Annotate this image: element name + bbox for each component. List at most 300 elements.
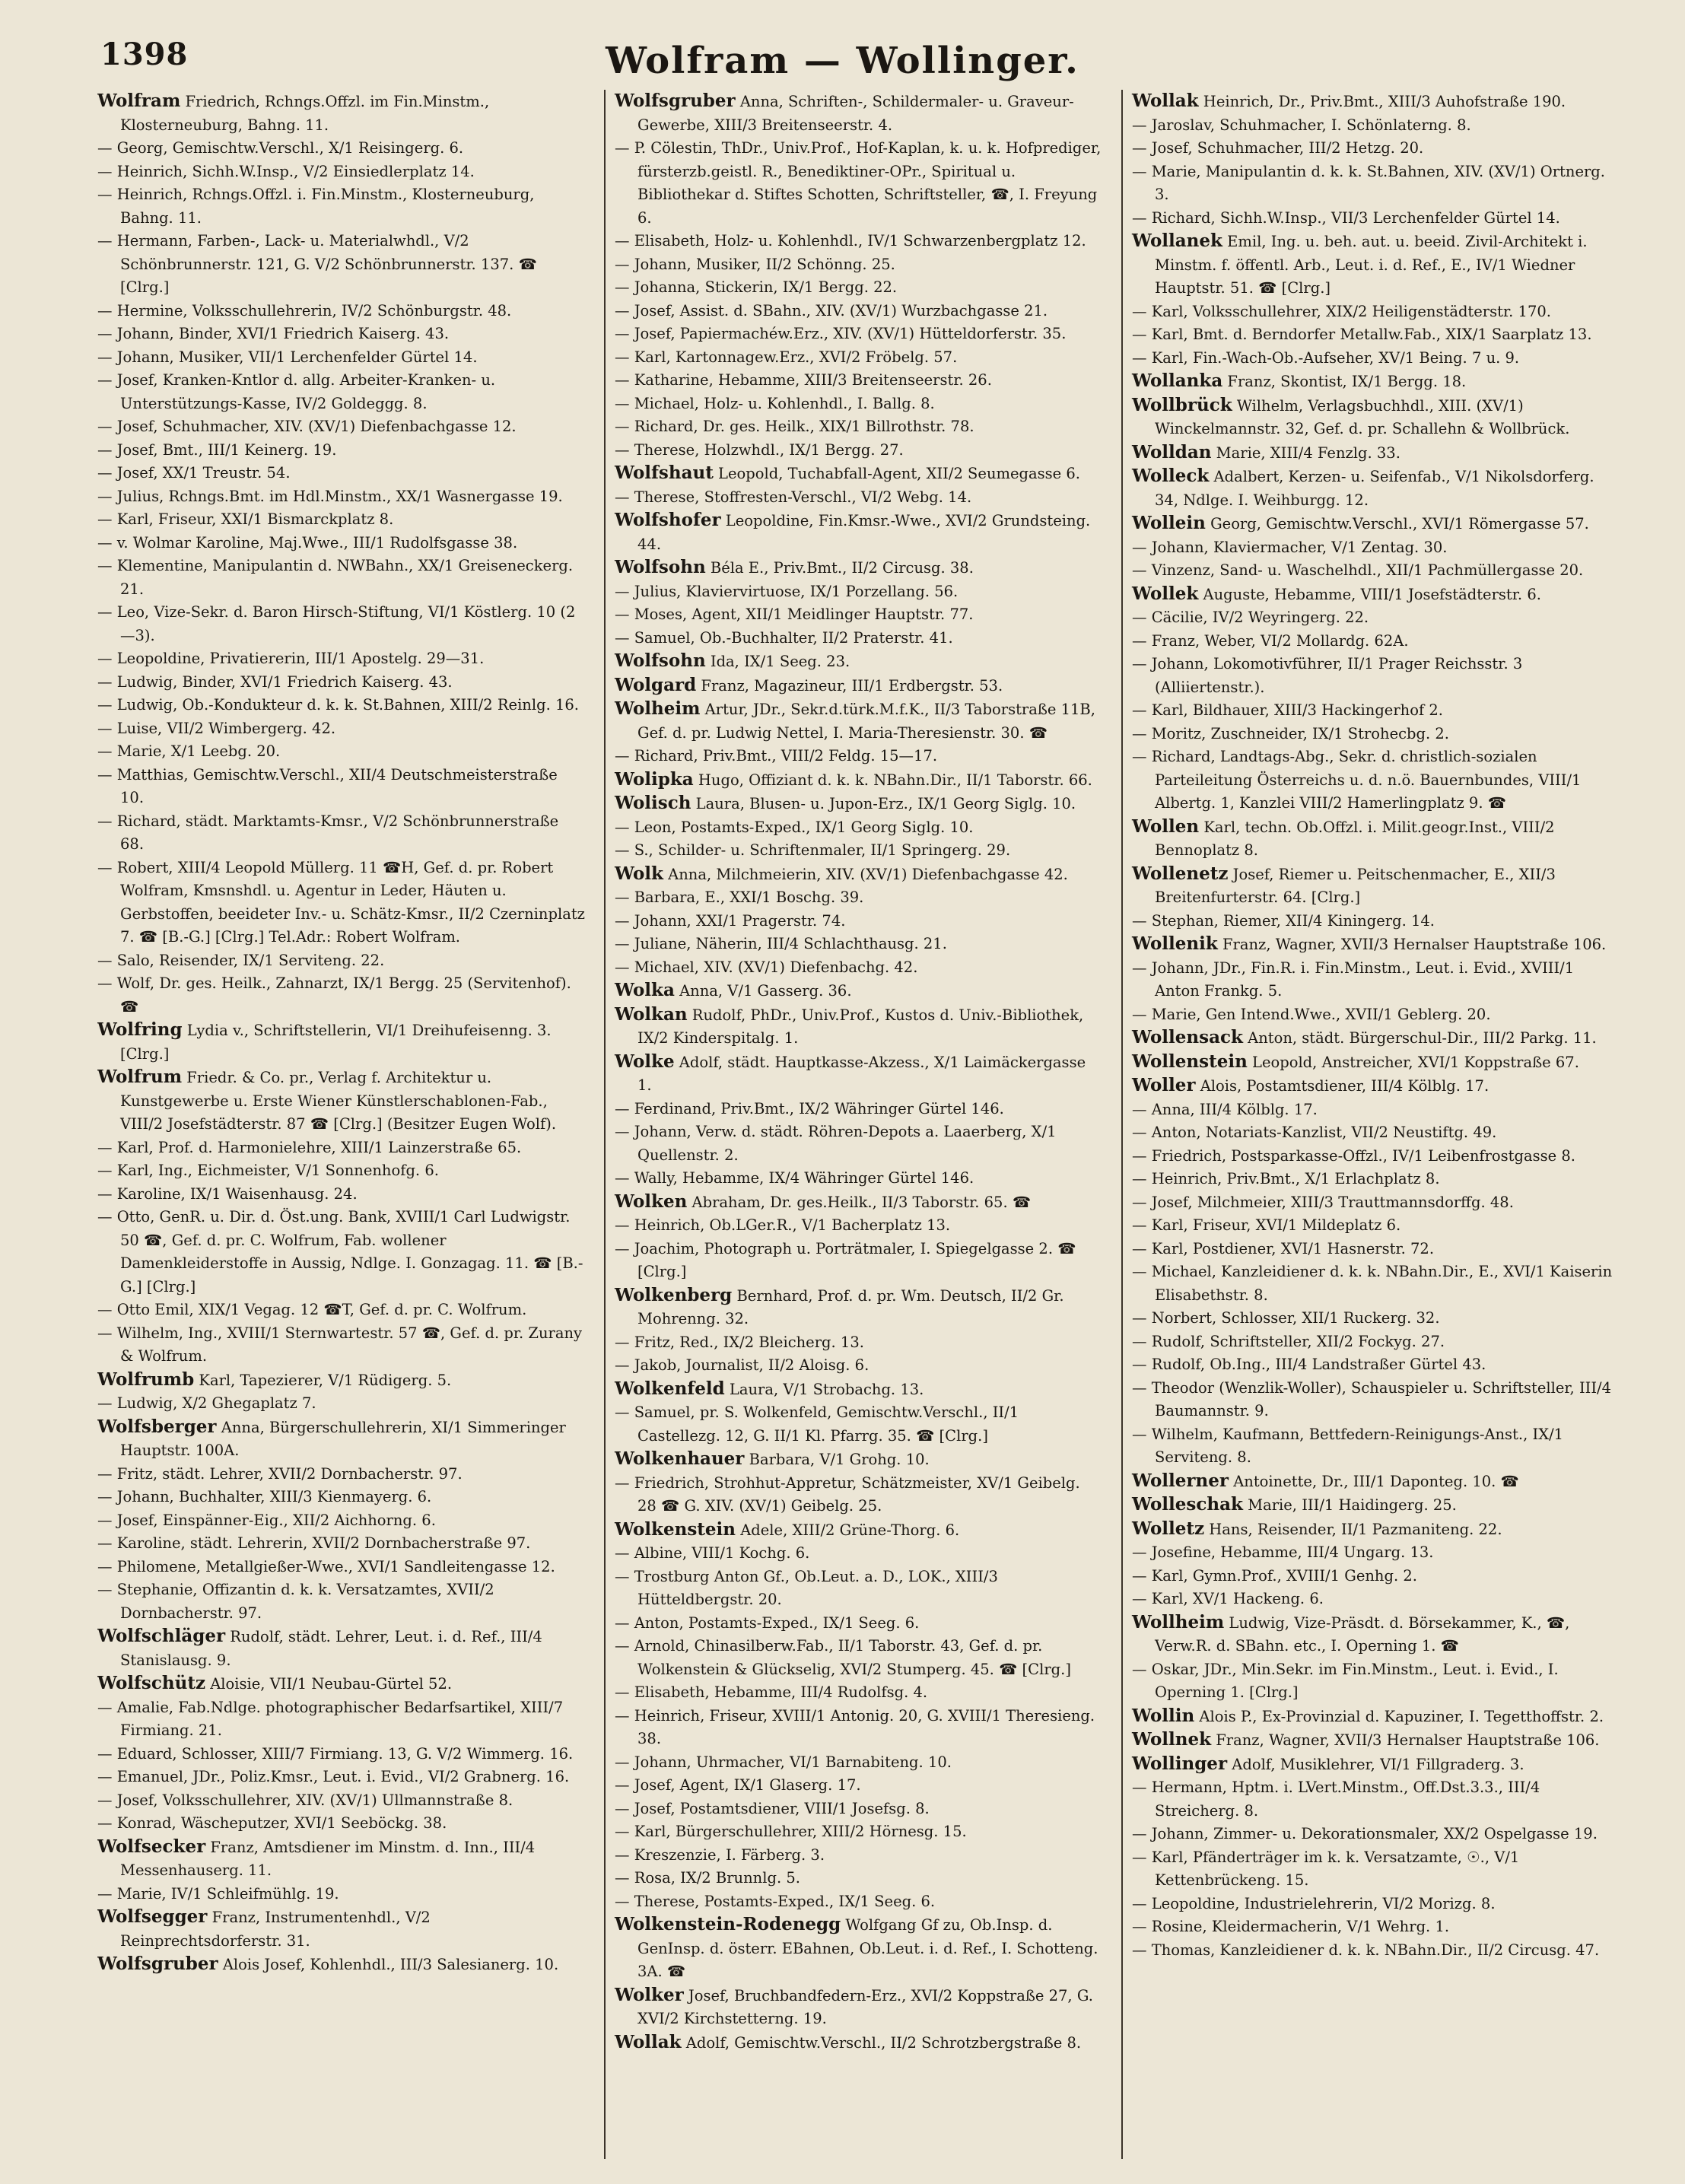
entry-surname: Wolkenfeld [615, 1378, 725, 1399]
directory-entry [615, 1612, 1103, 1636]
entry-surname: Wollinger [1132, 1753, 1228, 1774]
entry-text: — Rosa, IX/2 Brunnlg. 5. [615, 1869, 800, 1887]
directory-entry [1132, 1074, 1620, 1098]
entry-text: — Karoline, IX/1 Waisenhausg. 24. [97, 1184, 358, 1203]
entry-text: — Johann, Zimmer- u. Dekorationsmaler, XX/2 Ospelgasse 19. [1132, 1825, 1598, 1842]
directory-entry [615, 768, 1103, 793]
entry-text: — Anton, Postamts-Exped., IX/1 Seeg. 6. [615, 1613, 920, 1632]
directory-entry [615, 346, 1103, 370]
entry-text: — Karl, Bürgerschullehrer, XIII/2 Hörnesg. 15. [615, 1823, 967, 1840]
entry-surname: Wolipka [615, 768, 694, 790]
entry-text: — Johanna, Stickerin, IX/1 Bergg. 22. [615, 278, 898, 296]
directory-entry [97, 230, 586, 300]
entry-text: — Michael, XIV. (XV/1) Diefenbachg. 42. [615, 958, 918, 976]
entry-text: — Josefine, Hebamme, III/4 Ungarg. 13. [1132, 1543, 1434, 1561]
entry-text: — Arnold, Chinasilberw.Fab., II/1 Taborstr. 43, Gef. d. pr. Wolkenstein & Glückselig, XVI/2 Stumperg. 45. ☎ [Clrg.] [615, 1637, 1071, 1678]
entry-text: Lydia v., Schriftstellerin, VI/1 Dreihufeisenng. 3. [Clrg.] [120, 1022, 552, 1063]
directory-entry [97, 137, 586, 161]
entry-surname: Wollanka [1132, 370, 1223, 391]
directory-entry [97, 857, 586, 949]
directory-entry [97, 949, 586, 973]
entry-text: Karl, Tapezierer, V/1 Rüdigerg. 5. [194, 1371, 452, 1389]
entry-text: — Vinzenz, Sand- u. Waschelhdl., XII/1 Pachmüllergasse 20. [1132, 561, 1584, 579]
entry-text: — P. Cölestin, ThDr., Univ.Prof., Hof-Kaplan, k. u. k. Hofprediger, fürsterzb.geistl. R., Benediktiner-OPr., Spiritual u. Bibliothekar d. Stiftes Schotten, Schriftsteller, ☎, I. Freyung 6. [615, 139, 1102, 227]
entry-surname: Wolkenstein-Rodenegg [615, 1914, 841, 1934]
entry-surname: Wollen [1132, 815, 1200, 837]
entry-surname: Wolldan [1132, 441, 1212, 463]
entry-text: — Josef, Assist. d. SBahn., XIV. (XV/1) Wurzbachgasse 21. [615, 301, 1048, 319]
entry-text: — Hermann, Hptm. i. LVert.Minstm., Off.Dst.3.3., III/4 Streicherg. 8. [1132, 1779, 1540, 1820]
entry-text: Franz, Magazineur, III/1 Erdbergstr. 53. [696, 676, 1003, 695]
directory-entry [1132, 1541, 1620, 1565]
entry-surname: Wolkenberg [615, 1284, 733, 1305]
directory-entry [1132, 465, 1620, 512]
directory-entry [615, 2031, 1103, 2055]
entry-text: Barbara, V/1 Grohg. 10. [744, 1451, 930, 1468]
directory-entry [97, 1672, 586, 1696]
entry-text: — Albine, VIII/1 Kochg. 6. [615, 1544, 810, 1562]
entry-surname: Wolfshaut [615, 463, 714, 483]
entry-text: Artur, JDr., Sekr.d.türk.M.f.K., II/3 Taborstraße 11B, Gef. d. pr. Ludwig Nettel, I. Maria-Theresienstr. 30. ☎ [637, 701, 1095, 742]
entry-surname: Wollak [615, 2031, 682, 2052]
entry-surname: Wolken [615, 1191, 688, 1212]
directory-entry [615, 1774, 1103, 1798]
directory-entry [1132, 137, 1620, 161]
entry-text: — Leo, Vize-Sekr. d. Baron Hirsch-Stiftung, VI/1 Köstlerg. 10 (2—3). [97, 603, 576, 644]
entry-text: Franz, Amtsdiener im Minstm. d. Inn., III/4 Messenhauserg. 11. [120, 1838, 536, 1879]
directory-entry [615, 1890, 1103, 1914]
entry-text: Hans, Reisender, II/1 Pazmaniteng. 22. [1204, 1520, 1502, 1538]
entry-text: — Johann, XXI/1 Pragerstr. 74. [615, 911, 846, 930]
entry-text: — Josef, Postamtsdiener, VIII/1 Josefsg. 8. [615, 1799, 930, 1817]
directory-entry [615, 1798, 1103, 1821]
entry-text: — Karl, Postdiener, XVI/1 Hasnerstr. 72. [1132, 1239, 1435, 1257]
entry-text: — Johann, JDr., Fin.R. i. Fin.Minstm., Leut. i. Evid., XVIII/1 Anton Frankg. 5. [1132, 958, 1575, 1000]
entry-text: Marie, III/1 Haidingerg. 25. [1242, 1496, 1457, 1514]
directory-entry [1132, 583, 1620, 607]
entry-text: — Fritz, Red., IX/2 Bleicherg. 13. [615, 1333, 864, 1351]
entry-text: Heinrich, Dr., Priv.Bmt., XIII/3 Auhofstraße 190. [1198, 93, 1566, 110]
directory-entry [97, 462, 586, 485]
directory-entry [615, 1913, 1103, 1984]
directory-entry [97, 1743, 586, 1766]
entry-text: — Norbert, Schlosser, XII/1 Ruckerg. 32. [1132, 1309, 1440, 1327]
directory-entry [97, 1486, 586, 1509]
entry-text: — Therese, Postamts-Exped., IX/1 Seeg. 6. [615, 1892, 936, 1910]
directory-entry [97, 1812, 586, 1836]
entry-text: — Moses, Agent, XII/1 Meidlinger Hauptstr. 77. [615, 606, 974, 623]
directory-entry [97, 1369, 586, 1393]
entry-text: — Karl, Gymn.Prof., XVIII/1 Genhg. 2. [1132, 1566, 1417, 1585]
entry-surname: Wolletz [1132, 1518, 1205, 1539]
entry-text: — Heinrich, Ob.LGer.R., V/1 Bacherplatz 13. [615, 1216, 951, 1234]
entry-surname: Wolkenstein [615, 1518, 736, 1540]
directory-entry [1132, 1493, 1620, 1518]
directory-entry [615, 439, 1103, 463]
entry-surname: Wollein [1132, 513, 1206, 533]
directory-entry [615, 1820, 1103, 1844]
directory-entry [1132, 1353, 1620, 1377]
entry-text: Ludwig, Vize-Präsdt. d. Börsekammer, K., ☎, Verw.R. d. SBahn. etc., I. Operning 1. ☎ [1155, 1613, 1570, 1655]
entry-text: Franz, Skontist, IX/1 Bergg. 18. [1222, 373, 1467, 390]
directory-entry [97, 300, 586, 323]
entry-text: — Johann, Klaviermacher, V/1 Zentag. 30. [1132, 538, 1448, 556]
entry-surname: Wolfshofer [615, 510, 721, 530]
directory-entry [615, 1844, 1103, 1868]
entry-text: Karl, techn. Ob.Offzl. i. Milit.geogr.Inst., VIII/2 Bennoplatz 8. [1155, 818, 1555, 859]
entry-text: — Cäcilie, IV/2 Weyringerg. 22. [1132, 609, 1369, 626]
entry-text: — Otto Emil, XIX/1 Vegag. 12 ☎T, Gef. d. pr. C. Wolfrum. [97, 1301, 527, 1318]
entry-text: — Thomas, Kanzleidiener d. k. k. NBahn.Dir., II/2 Circusg. 47. [1132, 1941, 1600, 1959]
entry-text: — Rosine, Kleidermacherin, V/1 Wehrg. 1. [1132, 1918, 1450, 1935]
directory-entry [615, 1681, 1103, 1705]
entry-surname: Wollin [1132, 1705, 1195, 1726]
column-3 [1121, 90, 1620, 2159]
entry-text: Aloisie, VII/1 Neubau-Gürtel 52. [205, 1675, 453, 1693]
directory-entry [97, 1953, 586, 1977]
entry-surname: Wolka [615, 980, 675, 1000]
directory-entry [97, 810, 586, 857]
directory-entry [1132, 1377, 1620, 1423]
entry-text: — Amalie, Fab.Ndlge. photographischer Bedarfsartikel, XIII/7 Firmiang. 21. [97, 1698, 564, 1739]
entry-surname: Wolleschak [1132, 1494, 1243, 1515]
entry-surname: Wolfsegger [97, 1906, 208, 1927]
entry-text: — Julius, Klaviervirtuose, IX/1 Porzellang. 56. [615, 582, 959, 600]
entry-text: Franz, Wagner, XVII/3 Hernalser Hauptstraße 106. [1211, 1731, 1600, 1749]
directory-entry [97, 601, 586, 647]
directory-entry [97, 1183, 586, 1206]
entry-text: Anton, städt. Bürgerschul-Dir., III/2 Parkg. 11. [1242, 1029, 1597, 1047]
entry-text: — Trostburg Anton Gf., Ob.Leut. a. D., LOK., XIII/3 Hütteldbergstr. 20. [615, 1567, 998, 1608]
directory-entry [615, 674, 1103, 698]
entry-text: — Johann, Buchhalter, XIII/3 Kienmayerg. 6. [97, 1488, 432, 1505]
directory-entry [615, 137, 1103, 230]
entry-text: — Marie, IV/1 Schleifmühlg. 19. [97, 1884, 339, 1903]
directory-entry [1132, 536, 1620, 560]
directory-entry [97, 717, 586, 741]
column-1 [97, 90, 586, 2159]
directory-entry [615, 839, 1103, 863]
directory-entry [615, 1191, 1103, 1215]
entry-text: — Karl, Friseur, XVI/1 Mildeplatz 6. [1132, 1216, 1401, 1234]
entry-text: — Matthias, Gemischtw.Verschl., XII/4 Deutschmeisterstraße 10. [97, 765, 558, 806]
entry-surname: Wollek [1132, 583, 1199, 604]
directory-entry [97, 647, 586, 671]
directory-entry [97, 1696, 586, 1743]
directory-entry [1132, 161, 1620, 207]
entry-text: — Friedrich, Postsparkasse-Offzl., IV/1 Leibenfrostgasse 8. [1132, 1146, 1575, 1165]
directory-entry [615, 1635, 1103, 1681]
directory-entry [97, 369, 586, 415]
entry-text: — Leopoldine, Privatiererin, III/1 Apostelg. 29—31. [97, 650, 485, 667]
entry-text: — Anna, III/4 Kölblg. 17. [1132, 1100, 1318, 1118]
entry-text: — Elisabeth, Hebamme, III/4 Rudolfsg. 4. [615, 1683, 928, 1701]
directory-entry [615, 1751, 1103, 1775]
directory-entry [615, 1518, 1103, 1543]
directory-entry [615, 1121, 1103, 1167]
directory-entry [1132, 394, 1620, 441]
entry-text: — Stephan, Riemer, XII/4 Kiningerg. 14. [1132, 911, 1435, 930]
directory-entry [97, 1532, 586, 1556]
directory-entry [1132, 300, 1620, 324]
directory-entry [97, 1906, 586, 1953]
entry-surname: Wolk [615, 863, 663, 884]
entry-text: Georg, Gemischtw.Verschl., XVI/1 Römergasse 57. [1205, 515, 1589, 532]
entry-surname: Wolfram [97, 91, 181, 111]
entry-text: — Michael, Kanzleidiener d. k. k. NBahn.Dir., E., XVI/1 Kaiserin Elisabethstr. 8. [1132, 1263, 1613, 1304]
directory-entry [615, 863, 1103, 887]
directory-entry [615, 745, 1103, 768]
entry-text: Friedrich, Rchngs.Offzl. im Fin.Minstm., Klosterneuburg, Bahng. 11. [120, 93, 490, 134]
directory-entry [1132, 1728, 1620, 1753]
directory-entry [1132, 1470, 1620, 1494]
entry-text: — Karl, Friseur, XXI/1 Bismarckplatz 8. [97, 510, 394, 528]
entry-text: — Klementine, Manipulantin d. NWBahn., XX/1 Greiseneckerg. 21. [97, 557, 574, 598]
entry-text: Alois, Postamtsdiener, III/4 Kölblg. 17. [1195, 1077, 1489, 1095]
entry-text: Franz, Wagner, XVII/3 Hernalser Hauptstraße 106. [1217, 936, 1607, 953]
directory-entry [1132, 207, 1620, 230]
entry-surname: Wolfsgruber [97, 1954, 218, 1974]
directory-entry [1132, 745, 1620, 815]
directory-entry [615, 1705, 1103, 1751]
directory-entry [97, 346, 586, 370]
entry-text: Marie, XIII/4 Fenzlg. 33. [1211, 443, 1400, 462]
directory-entry [1132, 1051, 1620, 1075]
entry-text: — S., Schilder- u. Schriftenmaler, II/1 Springerg. 29. [615, 841, 1011, 859]
directory-entry [615, 276, 1103, 300]
directory-entry [615, 1354, 1103, 1378]
entry-text: — Hermine, Volksschullehrerin, IV/2 Schönburgstr. 48. [97, 301, 512, 319]
entry-surname: Wolfring [97, 1019, 183, 1040]
directory-entry [97, 183, 586, 230]
entry-text: — Karl, Pfänderträger im k. k. Versatzamte, ☉., V/1 Kettenbrückeng. 15. [1132, 1848, 1520, 1889]
entry-text: Leopoldine, Fin.Kmsr.-Wwe., XVI/2 Grundsteing. 44. [637, 512, 1091, 553]
entry-surname: Wollbrück [1132, 394, 1232, 415]
entry-surname: Wolfsgruber [615, 91, 736, 111]
entry-text: — Barbara, E., XXI/1 Boschg. 39. [615, 889, 864, 906]
directory-entry [97, 972, 586, 1019]
entry-surname: Wolke [615, 1051, 675, 1072]
entry-text: — Johann, Verw. d. städt. Röhren-Depots a. Laaerberg, X/1 Quellenstr. 2. [615, 1123, 1057, 1164]
entry-text: — Josef, Kranken-Kntlor d. allg. Arbeiter-Kranken- u. Unterstützungs-Kasse, IV/2 Goldeggg. 8. [97, 371, 496, 412]
entry-text: — Luise, VII/2 Wimbergerg. 42. [97, 719, 336, 737]
entry-text: — Josef, Einspänner-Eig., XII/2 Aichhorng. 6. [97, 1511, 436, 1529]
entry-text: Adolf, städt. Hauptkasse-Akzess., X/1 Laimäckergasse 1. [637, 1053, 1086, 1094]
directory-entry [97, 671, 586, 695]
directory-entry [615, 415, 1103, 439]
entry-text: — Rudolf, Ob.Ing., III/4 Landstraßer Gürtel 43. [1132, 1356, 1486, 1373]
entry-text: — Karl, Volksschullehrer, XIX/2 Heiligenstädterstr. 170. [1132, 302, 1551, 320]
entry-text: Auguste, Hebamme, VIII/1 Josefstädterstr. 6. [1198, 585, 1541, 603]
entry-text: — Therese, Stoffresten-Verschl., VI/2 Webg. 14. [615, 488, 972, 506]
running-head: Wolfram — Wollinger. [606, 40, 1079, 82]
directory-entry [615, 792, 1103, 816]
entry-text: Franz, Instrumentenhdl., V/2 Reinprechtsdorferstr. 31. [120, 1909, 431, 1950]
directory-entry [97, 1206, 586, 1299]
entry-text: — Karl, XV/1 Hackeng. 6. [1132, 1590, 1324, 1607]
entry-text: — Marie, X/1 Leebg. 20. [97, 742, 281, 760]
entry-surname: Woller [1132, 1075, 1196, 1095]
directory-entry [615, 816, 1103, 840]
directory-entry [1132, 1753, 1620, 1777]
entry-surname: Wolfsecker [97, 1836, 206, 1857]
directory-entry [1132, 90, 1620, 114]
directory-entry [615, 1448, 1103, 1472]
entry-text: — Juliane, Näherin, III/4 Schlachthausg. 21. [615, 935, 947, 952]
entry-surname: Wolfschütz [97, 1673, 206, 1693]
entry-text: — Richard, Priv.Bmt., VIII/2 Feldg. 15—17. [615, 747, 938, 765]
directory-entry [615, 1003, 1103, 1051]
directory-entry [1132, 1915, 1620, 1939]
entry-text: Bernhard, Prof. d. pr. Wm. Deutsch, II/2 Gr. Mohrenng. 32. [637, 1286, 1064, 1327]
directory-entry [1132, 1893, 1620, 1916]
directory-entry [615, 979, 1103, 1003]
entry-text: — Franz, Weber, VI/2 Mollardg. 62A. [1132, 631, 1409, 650]
entry-surname: Wollnek [1132, 1729, 1212, 1750]
entry-text: Wilhelm, Verlagsbuchhdl., XIII. (XV/1) Winckelmannstr. 32, Gef. d. pr. Schallehn & Wollbrück. [1155, 396, 1570, 437]
entry-text: — Karl, Bmt. d. Berndorfer Metallw.Fab., XIX/1 Saarplatz 13. [1132, 326, 1592, 343]
directory-entry [97, 1066, 586, 1137]
directory-entry [97, 1416, 586, 1463]
entry-text: — Richard, Sichh.W.Insp., VII/3 Lerchenfelder Gürtel 14. [1132, 208, 1560, 227]
entry-text: — Josef, Papiermachéw.Erz., XIV. (XV/1) Hütteldorferstr. 35. [615, 325, 1067, 342]
directory-entry [1132, 1518, 1620, 1542]
directory-entry [97, 439, 586, 463]
entry-text: Rudolf, städt. Lehrer, Leut. i. d. Ref., III/4 Stanislausg. 9. [120, 1628, 542, 1669]
directory-entry [615, 1472, 1103, 1518]
directory-entry [615, 1214, 1103, 1238]
entry-text: — Karl, Kartonnagew.Erz., XVI/2 Fröbelg. 57. [615, 348, 958, 366]
directory-entry [615, 933, 1103, 956]
entry-text: Emil, Ing. u. beh. aut. u. beeid. Zivil-Architekt i. Minstm. f. öffentl. Arb., Leut. i. d. Ref., E., IV/1 Wiedner Hauptstr. 51. ☎ [Clrg.] [1155, 233, 1588, 297]
directory-entry [615, 300, 1103, 323]
entry-text: Rudolf, PhDr., Univ.Prof., Kustos d. Univ.-Bibliothek, IX/2 Kinderspitalg. 1. [637, 1006, 1084, 1047]
directory-entry [1132, 230, 1620, 300]
entry-text: — Philomene, Metallgießer-Wwe., XVI/1 Sandleitengasse 12. [97, 1557, 555, 1575]
entry-surname: Wolisch [615, 793, 691, 813]
directory-entry [1132, 1588, 1620, 1611]
entry-text: — Theodor (Wenzlik-Woller), Schauspieler u. Schriftsteller, III/4 Baumannstr. 9. [1132, 1378, 1612, 1419]
directory-entry [1132, 1307, 1620, 1330]
entry-text: — Ludwig, X/2 Ghegaplatz 7. [97, 1394, 316, 1412]
directory-entry [1132, 1776, 1620, 1823]
directory-entry [1132, 1823, 1620, 1846]
directory-entry [615, 886, 1103, 910]
entry-text: Anna, Milchmeierin, XIV. (XV/1) Diefenbachgasse 42. [663, 865, 1068, 883]
directory-entry [615, 1238, 1103, 1284]
entry-text: — Salo, Reisender, IX/1 Serviteng. 22. [97, 951, 385, 969]
directory-entry [97, 1299, 586, 1322]
directory-entry [615, 369, 1103, 393]
entry-text: — Eduard, Schlosser, XIII/7 Firmiang. 13, G. V/2 Wimmerg. 16. [97, 1744, 574, 1763]
directory-entry [615, 1566, 1103, 1612]
entry-text: — Johann, Lokomotivführer, II/1 Prager Reichsstr. 3 (Alliiertenstr.). [1132, 655, 1523, 696]
entry-text: — Elisabeth, Holz- u. Kohlenhdl., IV/1 Schwarzenbergplatz 12. [615, 232, 1086, 250]
directory-entry [97, 1556, 586, 1579]
entry-text: — Johann, Musiker, II/2 Schönng. 25. [615, 255, 895, 273]
entry-surname: Wolgard [615, 674, 697, 695]
entry-text: — Karl, Fin.-Wach-Ob.-Aufseher, XV/1 Being. 7 u. 9. [1132, 348, 1520, 367]
entry-text: Alois Josef, Kohlenhdl., III/3 Salesianerg. 10. [218, 1956, 559, 1973]
entry-text: — Richard, Dr. ges. Heilk., XIX/1 Billrothstr. 78. [615, 418, 974, 435]
entry-surname: Wollenstein [1132, 1051, 1248, 1072]
entry-text: — Josef, Agent, IX/1 Glaserg. 17. [615, 1776, 861, 1794]
entry-text: Hugo, Offiziant d. k. k. NBahn.Dir., II/1 Taborstr. 66. [693, 771, 1092, 789]
directory-entry [97, 1509, 586, 1533]
entry-text: — Josef, Bmt., III/1 Keinerg. 19. [97, 440, 337, 459]
entry-text: Abraham, Dr. ges.Heilk., II/3 Taborstr. 65. ☎ [687, 1193, 1032, 1211]
entry-text: Wolfgang Gf zu, Ob.Insp. d. GenInsp. d. österr. EBahnen, Ob.Leut. i. d. Ref., I. Schotteng. 3A. ☎ [637, 1916, 1098, 1980]
directory-entry [97, 532, 586, 555]
entry-surname: Wolheim [615, 698, 701, 719]
directory-entry [1132, 1214, 1620, 1238]
entry-surname: Wolfsohn [615, 650, 706, 671]
entry-text: — Wally, Hebamme, IX/4 Währinger Gürtel 146. [615, 1169, 974, 1187]
directory-entry [615, 462, 1103, 486]
directory-entry [97, 415, 586, 439]
entry-text: — Josef, Volksschullehrer, XIV. (XV/1) Ullmannstraße 8. [97, 1791, 513, 1809]
directory-entry [97, 1019, 586, 1066]
directory-entry [1132, 323, 1620, 347]
entry-text: Leopold, Anstreicher, XVI/1 Koppstraße 67. [1247, 1053, 1579, 1071]
directory-entry [615, 509, 1103, 556]
directory-entry [1132, 441, 1620, 466]
directory-entry [97, 1578, 586, 1625]
directory-entry [1132, 1098, 1620, 1122]
directory-entry [615, 1167, 1103, 1191]
directory-entry [1132, 1260, 1620, 1307]
directory-entry [97, 1463, 586, 1486]
entry-surname: Wolfschläger [97, 1626, 226, 1646]
entry-text: — Ferdinand, Priv.Bmt., IX/2 Währinger Gürtel 146. [615, 1099, 1004, 1117]
entry-text: Laura, V/1 Strobachg. 13. [724, 1380, 924, 1398]
directory-entry [615, 650, 1103, 674]
entry-text: — Marie, Gen Intend.Wwe., XVII/1 Geblerg. 20. [1132, 1005, 1491, 1023]
entry-text: — Georg, Gemischtw.Verschl., X/1 Reisingerg. 6. [97, 139, 464, 157]
entry-text: — Wilhelm, Ing., XVIII/1 Sternwartestr. 57 ☎, Gef. d. pr. Zurany & Wolfrum. [97, 1324, 583, 1365]
entry-surname: Wollak [1132, 91, 1199, 111]
entry-text: — Michael, Holz- u. Kohlenhdl., I. Ballg. 8. [615, 394, 935, 412]
entry-text: — Julius, Rchngs.Bmt. im Hdl.Minstm., XX/1 Wasnergasse 19. [97, 487, 563, 505]
directory-entry [615, 1098, 1103, 1121]
directory-entry [97, 694, 586, 717]
entry-text: — Richard, Landtags-Abg., Sekr. d. christlich-sozialen Parteileitung Österreichs u. d. n.ö. Bauernbundes, VIII/1 Albertg. 1, Kanzlei VIII/2 Hamerlingplatz 9. ☎ [1132, 748, 1582, 812]
entry-surname: Wolfsberger [97, 1416, 217, 1437]
entry-text: — Johann, Uhrmacher, VI/1 Barnabiteng. 10. [615, 1753, 952, 1771]
directory-entry [1132, 1238, 1620, 1261]
entry-surname: Wolfrumb [97, 1369, 195, 1390]
entry-surname: Wolfrum [97, 1067, 183, 1087]
entry-text: Adolf, Musiklehrer, VI/1 Fillgraderg. 3. [1227, 1755, 1524, 1773]
directory-entry [97, 1322, 586, 1369]
directory-entry [1132, 723, 1620, 746]
directory-entry [1132, 1658, 1620, 1705]
entry-surname: Wolkan [615, 1003, 688, 1025]
directory-entry [97, 1766, 586, 1789]
entry-text: Anna, V/1 Gasserg. 36. [674, 982, 852, 1000]
entry-text: — Rudolf, Schriftsteller, XII/2 Fockyg. 27. [1132, 1332, 1445, 1350]
directory-entry [615, 1542, 1103, 1566]
directory-entry [97, 1883, 586, 1906]
directory-entry [97, 764, 586, 810]
directory-entry [97, 1836, 586, 1883]
entry-text: Leopold, Tuchabfall-Agent, XII/2 Seumegasse 6. [713, 465, 1080, 482]
entry-text: — Robert, XIII/4 Leopold Müllerg. 11 ☎H, Gef. d. pr. Robert Wolfram, Kmsnshdl. u. Agentur in Leder, Häuten u. Gerbstoffen, beeideter Inv.- u. Schätz-Kmsr., II/2 Czerninplatz 7. ☎ [B.-G.] [Clrg.] Tel.Adr.: Robert Wolfram. [97, 858, 585, 946]
directory-entry [1132, 559, 1620, 583]
entry-text: — Therese, Holzwhdl., IX/1 Bergg. 27. [615, 440, 904, 459]
entry-text: — Richard, städt. Marktamts-Kmsr., V/2 Schönbrunnerstraße 68. [97, 812, 559, 853]
directory-entry [1132, 910, 1620, 933]
